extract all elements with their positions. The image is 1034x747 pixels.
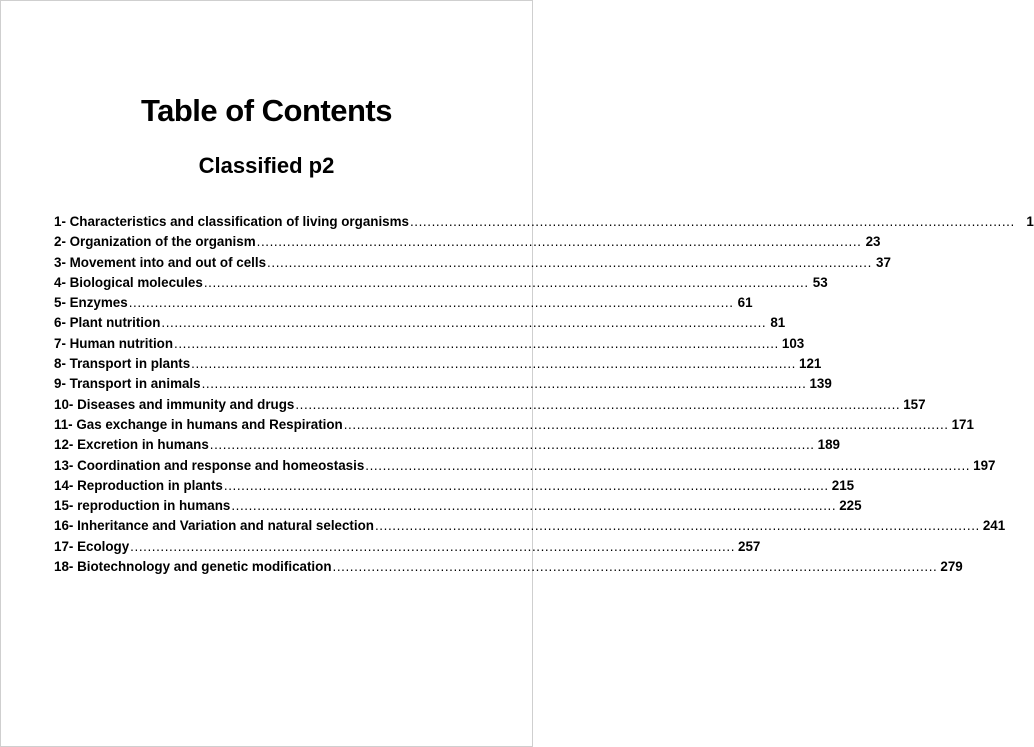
toc-entry-title: 5- Enzymes <box>54 295 128 311</box>
toc-entry <box>54 334 805 354</box>
toc-entry-page-number: 53 <box>812 274 828 290</box>
toc-entry-title: 8- Transport in plants <box>54 356 191 372</box>
toc-entry-title: 3- Movement into and out of cells <box>54 254 267 270</box>
toc-entry-page-number: 103 <box>781 335 805 351</box>
toc-entry <box>54 435 840 455</box>
toc-entry-page-number: 197 <box>973 457 996 473</box>
toc-entry-page-number: 61 <box>737 295 753 311</box>
toc-entry-title: 4- Biological molecules <box>54 274 203 290</box>
toc-entry-title: 2- Organization of the organism <box>54 234 256 250</box>
table-of-contents <box>54 212 1034 577</box>
toc-entry <box>54 415 974 435</box>
toc-entry-page-number: 279 <box>940 559 963 575</box>
toc-entry <box>54 557 963 577</box>
toc-entry <box>54 232 881 252</box>
toc-entry-title: 9- Transport in animals <box>54 376 201 392</box>
toc-entry-title: 12- Excretion in humans <box>54 437 209 453</box>
toc-entry <box>54 496 862 516</box>
toc-entry-title: 15- reproduction in humans <box>54 498 231 514</box>
dot-leader: ............................................................................................................................................ <box>174 335 779 351</box>
toc-entry-page-number: 189 <box>817 437 840 453</box>
toc-entry-page-number: 121 <box>799 356 822 372</box>
toc-entry-title: 6- Plant nutrition <box>54 315 161 331</box>
toc-entry <box>54 253 891 273</box>
toc-entry <box>54 354 822 374</box>
dot-leader: ............................................................................................................................................ <box>161 315 767 331</box>
dot-leader: ............................................................................................................................................ <box>231 498 837 514</box>
dot-leader: ............................................................................................................................................ <box>374 518 980 534</box>
toc-entry-page-number: 257 <box>738 538 761 554</box>
toc-entry <box>54 212 1034 232</box>
toc-entry <box>54 537 761 557</box>
toc-entry-page-number: 1 <box>1026 214 1034 229</box>
dot-leader: ............................................................................................................................................ <box>209 437 815 453</box>
dot-leader: ............................................................................................................................................ <box>409 214 1015 229</box>
toc-entry-page-number: 241 <box>982 518 1006 534</box>
toc-entry <box>54 374 832 394</box>
toc-entry-page-number: 23 <box>865 234 881 250</box>
dot-leader: ............................................................................................................................................ <box>191 356 797 372</box>
dot-leader: ............................................................................................................................................ <box>365 457 971 473</box>
toc-entry <box>54 273 828 293</box>
toc-entry-page-number: 171 <box>951 416 974 432</box>
page-subtitle: Classified p2 <box>198 153 335 178</box>
toc-entry-page-number: 157 <box>903 396 926 412</box>
dot-leader: ............................................................................................................................................ <box>130 538 736 554</box>
toc-entry-page-number: 37 <box>876 254 891 270</box>
dot-leader: ............................................................................................................................................ <box>267 254 872 270</box>
toc-entry-page-number: 81 <box>770 315 786 331</box>
dot-leader: ............................................................................................................................................ <box>223 477 829 493</box>
toc-entry <box>54 476 855 496</box>
toc-entry <box>54 293 753 313</box>
toc-entry <box>54 516 1006 536</box>
toc-entry-page-number: 139 <box>809 376 832 392</box>
toc-entry-page-number: 215 <box>831 477 855 493</box>
dot-leader: ............................................................................................................................................ <box>343 416 949 432</box>
toc-entry-title: 10- Diseases and immunity and drugs <box>54 396 295 412</box>
dot-leader: ............................................................................................................................................ <box>295 396 901 412</box>
toc-entry-title: 14- Reproduction in plants <box>54 477 223 493</box>
toc-entry-title: 16- Inheritance and Variation and natural selection <box>54 518 374 534</box>
toc-entry <box>54 395 926 415</box>
toc-entry <box>54 456 996 476</box>
dot-leader: ............................................................................................................................................ <box>128 295 734 311</box>
dot-leader: ............................................................................................................................................ <box>201 376 807 392</box>
toc-entry-title: 17- Ecology <box>54 538 130 554</box>
dot-leader: ............................................................................................................................................ <box>203 274 809 290</box>
page-title: Table of Contents <box>141 93 392 128</box>
toc-entry-title: 1- Characteristics and classification of living organisms <box>54 214 409 229</box>
toc-entry-title: 13- Coordination and response and homeostasis <box>54 457 365 473</box>
toc-entry-title: 18- Biotechnology and genetic modification <box>54 559 332 575</box>
toc-entry-title: 7- Human nutrition <box>54 335 174 351</box>
toc-entry <box>54 313 786 333</box>
dot-leader: ............................................................................................................................................ <box>332 559 938 575</box>
toc-entry-title: 11- Gas exchange in humans and Respiration <box>54 416 343 432</box>
toc-entry-page-number: 225 <box>839 498 862 514</box>
dot-leader: ............................................................................................................................................ <box>256 234 862 250</box>
